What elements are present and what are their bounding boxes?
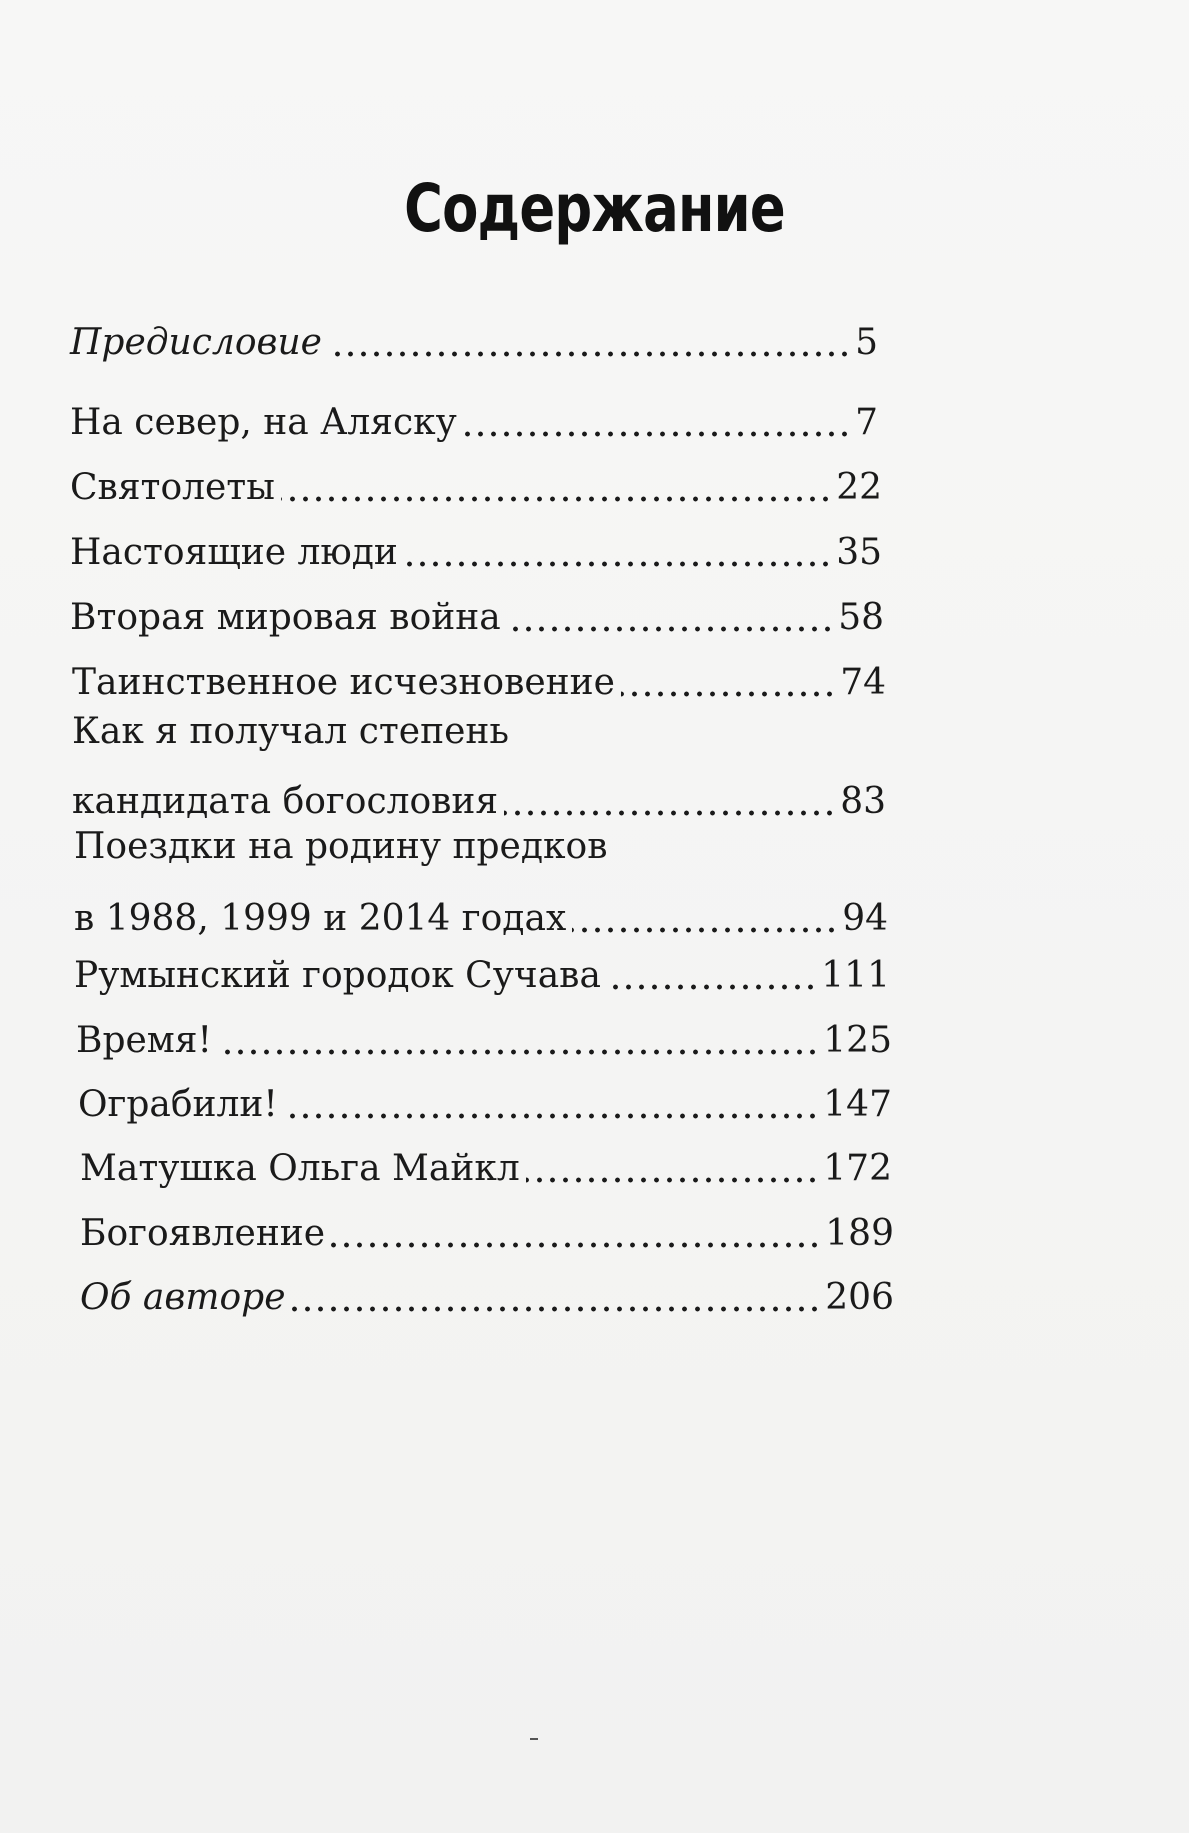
dot-leader: [328, 349, 851, 359]
dot-leader: [507, 624, 834, 634]
toc-entry-page: 189: [825, 1213, 894, 1254]
dot-leader: [404, 559, 832, 569]
toc-entry-page: 206: [825, 1277, 894, 1318]
toc-entry-page: 125: [823, 1020, 892, 1061]
toc-entry-page: 172: [823, 1148, 892, 1189]
toc-entry-title-line1: Поездки на родину предков: [74, 826, 608, 867]
toc-entry-title: Румынский городок Сучава: [74, 955, 601, 996]
toc-entry-page: 94: [842, 898, 888, 939]
toc-entry-page: 83: [840, 781, 886, 822]
toc-entry-page: 7: [855, 402, 878, 443]
toc-entry-disappearance: [72, 645, 886, 705]
toc-entry-epiphany: [80, 1196, 894, 1256]
toc-entry-page: 22: [836, 467, 882, 508]
page-title: Содержание: [404, 170, 785, 247]
toc-entry-about-author: [80, 1260, 894, 1320]
toc-entry-page: 147: [823, 1084, 892, 1125]
toc-entry-title: Богоявление: [80, 1213, 326, 1254]
toc-entry-title: Об авторе: [80, 1277, 286, 1318]
dot-leader: [526, 1175, 819, 1185]
toc-entry-page: 74: [840, 662, 886, 703]
toc-entry-suceava: [74, 938, 890, 998]
dot-leader: [463, 429, 851, 439]
toc-entry-title: Время!: [76, 1020, 212, 1061]
toc-entry-title: Таинственное исчезновение: [72, 662, 615, 703]
dot-leader: [621, 689, 836, 699]
dot-leader: [281, 494, 832, 504]
dot-leader: [218, 1047, 819, 1057]
toc-entry-page: 35: [836, 532, 882, 573]
toc-entry-title: Предисловие: [70, 322, 322, 363]
toc-entry-robbed: [78, 1067, 892, 1127]
dot-leader: [504, 808, 836, 818]
dot-leader: [292, 1304, 821, 1314]
toc-entry-olga-michael: [80, 1131, 892, 1191]
toc-entry-title: Вторая мировая война: [70, 597, 501, 638]
toc-entry-title: Святолеты: [70, 467, 275, 508]
toc-entry-ww2: [70, 580, 884, 640]
toc-entry-preface: [70, 305, 878, 365]
toc-entry-time: [76, 1003, 892, 1063]
toc-entry-title: Матушка Ольга Майкл: [80, 1148, 520, 1189]
toc-entry-real-people: [70, 515, 882, 575]
toc-entry-north-alaska: [70, 385, 878, 445]
toc-entry-title: кандидата богословия: [72, 781, 499, 822]
dot-leader: [572, 925, 838, 935]
toc-entry-title: Настоящие люди: [70, 532, 398, 573]
toc-entry-page: 111: [821, 955, 890, 996]
toc-entry-theology-degree: [72, 710, 886, 824]
toc-entry-page: 58: [838, 597, 884, 638]
dot-leader: [607, 982, 817, 992]
toc-entry-title: Ограбили!: [78, 1084, 278, 1125]
toc-entry-svyatolety: [70, 450, 882, 510]
toc-entry-homeland-trips: [74, 825, 888, 941]
toc-entry-title: в 1988, 1999 и 2014 годах: [74, 898, 567, 939]
toc-entry-page: 5: [855, 322, 878, 363]
page-mark: [530, 1738, 538, 1740]
toc-entry-title: На север, на Аляску: [70, 402, 457, 443]
dot-leader: [284, 1111, 819, 1121]
toc-entry-title-line1: Как я получал степень: [72, 711, 509, 752]
dot-leader: [331, 1240, 821, 1250]
